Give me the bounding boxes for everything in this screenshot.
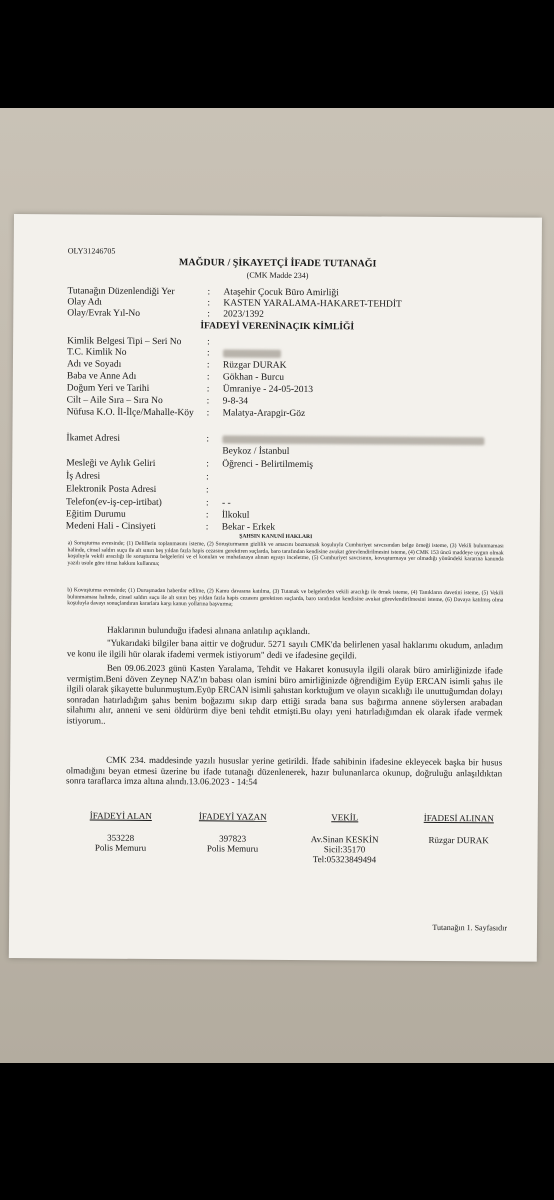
field-row: Medeni Hali - Cinsiyeti : Bekar - Erkek [65,521,276,533]
document-title: MAĞDUR / ŞİKAYETÇİ İFADE TUTANAĞI [178,257,377,270]
field-label: T.C. Kimlik No [67,347,127,358]
field-row: Baba ve Anne Adı : Gökhan - Burcu [66,371,285,383]
field-value: - - [221,498,231,509]
field-value: Ataşehir Çocuk Büro Amirliği [223,287,339,299]
field-row: Cilt – Aile Sıra – Sıra No : 9-8-34 [66,395,249,407]
field-label: Adı ve Soyadı [66,359,122,370]
rights-paragraph-a: a) Soruşturma evresinde; (1) Delillerin toplanmasını isteme, (2) Soruşturmanın gizlilik ve amacını bozmamak koşuluyla Cumhuriyet savcısından belge örneği isteme, (3) Vekili bulunmaması halinde, cinsel saldırı suçu ile alt sınırı beş yıldan fazla hapis cezasını gerektiren suçlarda, baro tarafından kendisine avukat görevlendirilmesini isteme, (4) CMK 153 üncü maddeye uygun olmak koşuluyla vekili aracılığı ile soruşturma belgelerini ve el konulan ve muhafazaya alınan eşyayı inceletme, (5) Cumhuriyet savcısının, kovuşturmaya yer olmadığı yönündeki kararına kanunda yazılı usule göre itiraz hakkını kullanma; [67,540,504,567]
field-value: 2023/1392 [223,309,264,320]
field-value: Malatya-Arapgir-Göz [222,408,306,420]
field-value: 9-8-34 [222,396,249,407]
field-row: Elektronik Posta Adresi : [66,484,209,496]
field-value: KASTEN YARALAMA-HAKARET-TEHDİT [223,298,402,310]
statement-body: Ben 09.06.2023 günü Kasten Yaralama, Tehdit ve Hakaret konusuyla ilgili olarak büro amirliğinizde ifade vermiştim.Beni döven Zeynep NAZ'ın babası olan ismini büro amirliğinizde öğrendiğim Eyüp ERCAN isimli şahıs ile ilgili olarak şikayette bulunmuştum.Eyüp ERCAN isimli şahıstan korktuğum ve olayın sıcaklığı ile unuttuğumdan dolayı sonradan hatırladığım şahıs benim boğazımı sıkıp darp ettiği sırada bana sus bağırma annene söylersen arabadan silahımı alır, anneni ve seni öldürürm diye beni tehdit etmişti.Bu olayı yeni hatırladığımdan ek olarak ifade vermek istiyorum.. [66,662,503,726]
field-row: Eğitim Durumu : İlkokul [65,509,250,521]
field-label: Elektronik Posta Adresi [66,484,157,496]
address-city: Beykoz / İstanbul [222,446,290,457]
field-label: Olay/Evrak Yıl-No [67,308,141,319]
field-row: Kimlik Belgesi Tipi – Seri No : [67,336,210,348]
field-label: Doğum Yeri ve Tarihi [66,383,150,394]
statement-closing: CMK 234. maddesinde yazılı hususlar yerine getirildi. İfade sahibinin ifadesine ekleyecek başka bir husus olmadığını beyan etmesi üzerine bu ifade tutanağı düzenlenerek, hazır bulunanlarca okunup, doğruluğu anlaşıldıktan sonra taraflarca imza altına alındı.13.06.2023 - 14:54 [66,754,503,787]
signature-block: VEKİL Av.Sinan KESKİN Sicil:35170 Tel:05323849494 [289,812,399,865]
field-row: İş Adresi : [66,471,209,483]
signature-heading: İFADEYİ ALAN [89,810,152,821]
signature-heading: İFADEYİ YAZAN [198,811,267,822]
field-value: Rüzgar DURAK [222,360,287,371]
field-value: Ümraniye - 24-05-2013 [222,384,314,396]
field-label: Tutanağın Düzenlendiği Yer [67,286,175,298]
field-label: Medeni Hali - Cinsiyeti [65,521,156,532]
statement-declaration: "Yukarıdaki bilgiler bana aittir ve doğrudur. 5271 sayılı CMK'da belirlenen yasal haklarımı okudum, anladım ve konu ile ilgili hür olarak ifademi vermek istiyorum" dedi ve ifadesine geçildi. [66,637,504,660]
field-row: Tutanağın Düzenlendiği Yer : Ataşehir Çocuk Büro Amirliği [67,286,339,299]
field-value: Bekar - Erkek [221,522,276,533]
field-row: Olay Adı : KASTEN YARALAMA-HAKARET-TEHDİT [67,297,402,310]
field-label: İkamet Adresi [66,433,121,444]
field-row: Mesleği ve Aylık Geliri : Öğrenci - Belirtilmemiş [66,458,314,471]
signature-heading: İFADESİ ALINAN [423,812,494,824]
section-title: İFADEYİ VERENİNAÇIK KİMLİĞİ [200,321,355,333]
redacted-address [222,435,484,445]
field-row: Doğum Yeri ve Tarihi : Ümraniye - 24-05-2013 [66,383,314,396]
field-label: Kimlik Belgesi Tipi – Seri No [67,336,182,348]
field-label: Telefon(ev-iş-cep-irtibat) [65,497,162,509]
field-label: Olay Adı [67,297,102,308]
field-label: Eğitim Durumu [65,509,126,520]
field-value: İlkokul [221,510,250,521]
statement-intro: Haklarının bulunduğu ifadesi alınana anlatılıp açıklandı. [107,624,311,637]
field-label: Cilt – Aile Sıra – Sıra No [66,395,163,407]
field-label: Mesleği ve Aylık Geliri [66,458,156,469]
signature-block: İFADEYİ YAZAN 397823 Polis Memuru [178,811,288,854]
rights-title: ŞAHSIN KANUNİ HAKLARI [239,533,313,541]
field-row: Telefon(ev-iş-cep-irtibat) : - - [65,497,231,509]
field-value: Gökhan - Burcu [222,372,285,383]
field-label: İş Adresi [66,471,101,482]
document-page [9,214,542,962]
field-row: Adı ve Soyadı : Rüzgar DURAK [66,359,287,371]
rights-paragraph-b: b) Kovuşturma evresinde; (1) Duruşmadan haberdar edilme, (2) Kamu davasına katılma, (3) Tutanak ve belgelerden vekili aracılığı ile örnek isteme, (4) Tanıkların davetini isteme, (5) Vekili bulunmaması halinde, cinsel saldırı suçu ile alt sınırı beş yıldan fazla hapis cezasını gerektiren suçlarda, baro tarafından kendisine avukat görevlendirilmesini isteme, (6) Davaya katılmış olma koşuluyla davayı sonuçlandıran kararlara karşı kanun yollarına başvurma; [67,587,504,608]
field-row: T.C. Kimlik No : [67,347,281,358]
field-value: Öğrenci - Belirtilmemiş [222,459,314,471]
field-label: Nüfusa K.O. İl-İlçe/Mahalle-Köy [66,407,194,419]
redacted-id [223,349,281,357]
field-row: Olay/Evrak Yıl-No : 2023/1392 [67,308,264,320]
document-subtitle: (CMK Madde 234) [246,270,309,281]
field-row: Nüfusa K.O. İl-İlçe/Mahalle-Köy : Malatya-Arapgir-Göz [66,407,306,420]
signature-block: İFADESİ ALINAN Rüzgar DURAK [404,813,514,846]
reference-code: OLY31246705 [67,246,116,256]
page-footer: Tutanağın 1. Sayfasıdır [432,922,508,933]
signature-block: İFADEYİ ALAN 353228 Polis Memuru [66,810,176,853]
field-label: Baba ve Anne Adı [66,371,137,382]
field-row: İkamet Adresi : [66,433,484,446]
signature-heading: VEKİL [331,812,359,823]
